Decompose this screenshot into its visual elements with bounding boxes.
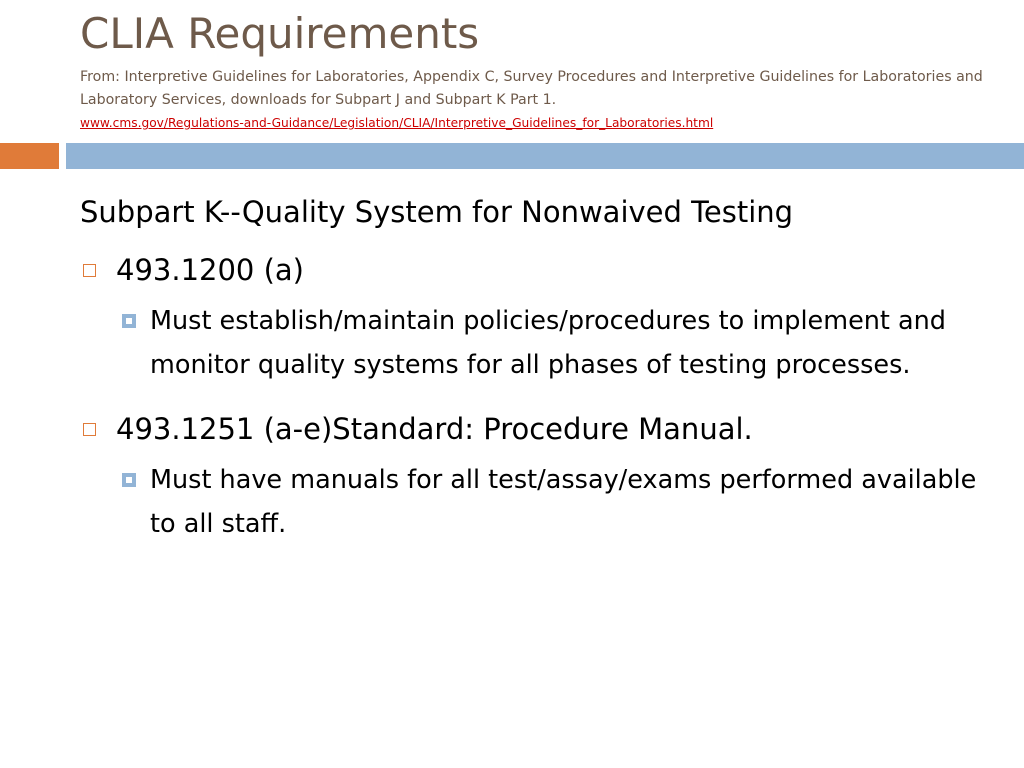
- list-item-493-1251: [80, 407, 1000, 451]
- list-item-493-1200: [80, 248, 1000, 292]
- title-block: [80, 8, 1000, 134]
- sub-list-item-text: Must establish/maintain policies/procedures to implement and monitor quality systems for all phases of testing processes.: [150, 306, 946, 380]
- source-link[interactable]: www.cms.gov/Regulations-and-Guidance/Legislation/CLIA/Interpretive_Guidelines_for_Laboratories.html: [80, 116, 714, 130]
- filled-square-icon: [122, 314, 136, 328]
- hollow-square-icon: [83, 264, 96, 277]
- slide-body: [80, 190, 1000, 546]
- slide-title: CLIA Requirements: [80, 9, 480, 58]
- sub-list-item: [150, 300, 980, 387]
- section-heading: Subpart K--Quality System for Nonwaived Testing: [80, 195, 794, 229]
- sub-list-item: [150, 459, 980, 546]
- filled-square-icon: [122, 473, 136, 487]
- hollow-square-icon: [83, 423, 96, 436]
- list-item-label: 493.1251 (a-e)Standard: Procedure Manual.: [116, 412, 753, 446]
- sub-list-item-text: Must have manuals for all test/assay/exams performed available to all staff.: [150, 465, 977, 539]
- source-citation: [80, 66, 1000, 134]
- accent-bar-blue: [66, 143, 1024, 169]
- source-line: From: Interpretive Guidelines for Laboratories, Appendix C, Survey Procedures and Interpretive Guidelines for Laboratories and Laboratory Services, downloads for Subpart J and Subpart K Part 1.: [80, 69, 983, 108]
- list-item-label: 493.1200 (a): [116, 253, 304, 287]
- accent-bar-orange: [0, 143, 59, 169]
